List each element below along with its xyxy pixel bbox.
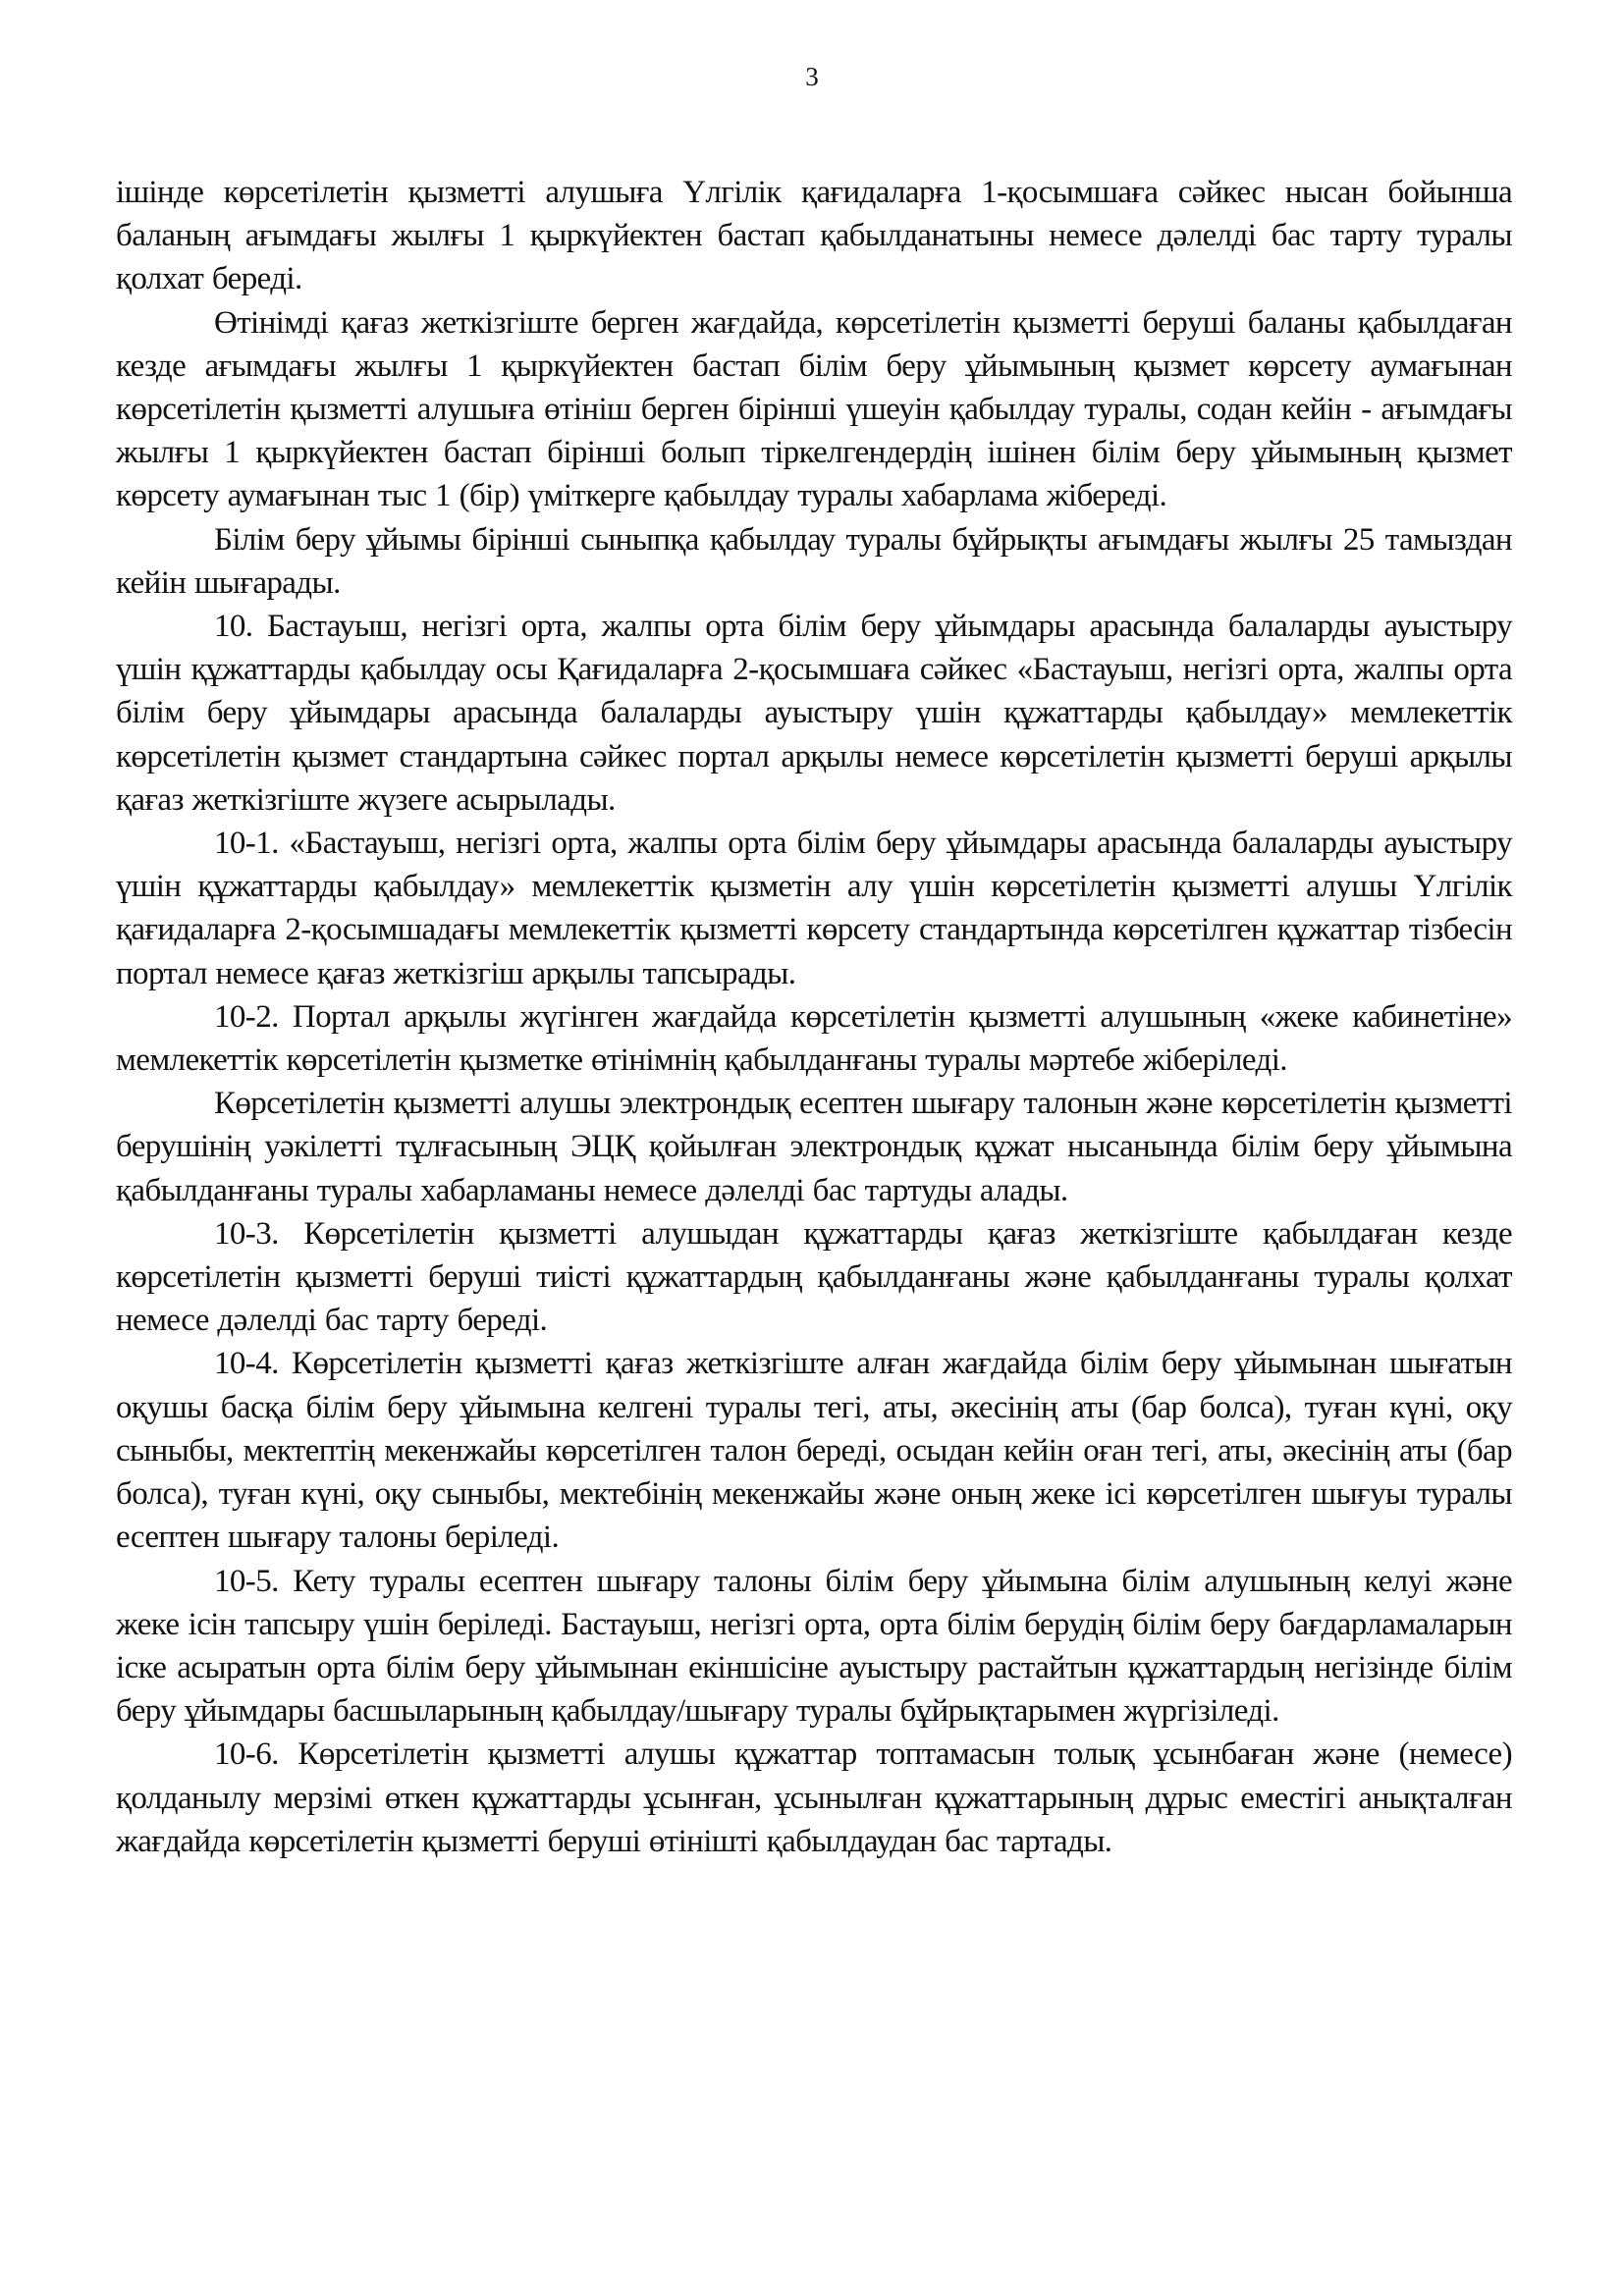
document-body <box>116 171 1512 1863</box>
page-number: 3 <box>805 62 819 91</box>
paragraph-paper-application: Өтінімді қағаз жеткізгіште берген жағдайда, көрсетілетін қызметті беруші баланы қабылдаған кезде ағымдағы жылғы 1 қыркүйектен бастап білім беру ұйымының қызмет көрсету аумағынан көрсетілетін қызметті алушыға өтініш берген бірінші үшеуін қабылдау туралы, содан кейін - ағымдағы жылғы 1 қыркүйектен бастап бірінші болып тіркелгендердің ішінен білім беру ұйымының қызмет көрсету аумағынан тыс 1 (бір) үміткерге қабылдау туралы хабарлама жібереді. <box>116 304 1512 514</box>
paragraph-clause-10-1: 10-1. «Бастауыш, негізгі орта, жалпы орта білім беру ұйымдары арасында балаларды ауыстыру үшін құжаттарды қабылдау» мемлекеттік қызметін алу үшін көрсетілетін қызметті алушы Үлгілік қағидаларға 2-қосымшадағы мемлекеттік қызметті көрсету стандартында көрсетілген құжаттар тізбесін портал немесе қағаз жеткізгіш арқылы тапсырады. <box>116 826 1512 991</box>
paragraph-clause-10-2: 10-2. Портал арқылы жүгінген жағдайда көрсетілетін қызметті алушының «жеке кабинетіне» мемлекеттік көрсетілетін қызметке өтінімнің қабылданғаны туралы мәртебе жіберіледі. <box>116 998 1512 1079</box>
paragraph-clause-10-5: 10-5. Кету туралы есептен шығару талоны білім беру ұйымына білім алушының келуі және жеке ісін тапсыру үшін беріледі. Бастауыш, негізгі орта, орта білім берудің білім беру бағдарламаларын іске асыратын орта білім беру ұйымынан екіншісіне ауыстыру растайтын құжаттардың негізінде білім беру ұйымдары басшыларының қабылдау/шығару туралы бұйрықтарымен жүргізіледі. <box>116 1563 1512 1730</box>
paragraph-admission-order: Білім беру ұйымы бірінші сыныпқа қабылдау туралы бұйрықты ағымдағы жылғы 25 тамыздан кейін шығарады. <box>116 521 1512 601</box>
paragraph-continued: ішінде көрсетілетін қызметті алушыға Үлгілік қағидаларға 1-қосымшаға сәйкес нысан бойынша баланың ағымдағы жылғы 1 қыркүйектен бастап қабылданатыны немесе дәлелді бас тарту туралы қолхат береді. <box>116 175 1512 297</box>
paragraph-clause-10-4: 10-4. Көрсетілетін қызметті қағаз жеткізгіште алған жағдайда білім беру ұйымынан шығатын оқушы басқа білім беру ұйымына келгені туралы тегі, аты, әкесінің аты (бар болса), туған күні, оқу сыныбы, мектептің мекенжайы көрсетілген талон береді, осыдан кейін оған тегі, аты, әкесінің аты (бар болса), туған күні, оқу сыныбы, мектебінің мекенжайы және оның жеке ісі көрсетілген шығуы туралы есептен шығару талоны беріледі. <box>116 1346 1512 1556</box>
paragraph-clause-10-3: 10-3. Көрсетілетін қызметті алушыдан құжаттарды қағаз жеткізгіште қабылдаған кезде көрсетілетін қызметті беруші тиісті құжаттардың қабылданғаны және қабылданғаны туралы қолхат немесе дәлелді бас тарту береді. <box>116 1215 1512 1339</box>
paragraph-clause-10-6: 10-6. Көрсетілетін қызметті алушы құжаттар топтамасын толық ұсынбаған және (немесе) қолданылу мерзімі өткен құжаттарды ұсынған, ұсынылған құжаттарының дұрыс еместігі анықталған жағдайда көрсетілетін қызметті беруші өтінішті қабылдаудан бас тартады. <box>116 1736 1512 1859</box>
paragraph-clause-10: 10. Бастауыш, негізгі орта, жалпы орта білім беру ұйымдары арасында балаларды ауыстыру үшін құжаттарды қабылдау осы Қағидаларға 2-қосымшаға сәйкес «Бастауыш, негізгі орта, жалпы орта білім беру ұйымдары арасында балаларды ауыстыру үшін құжаттарды қабылдау» мемлекеттік көрсетілетін қызмет стандартына сәйкес портал арқылы немесе көрсетілетін қызметті беруші арқылы қағаз жеткізгіште жүзеге асырылады. <box>116 609 1512 818</box>
paragraph-clause-10-2-result: Көрсетілетін қызметті алушы электрондық есептен шығару талонын және көрсетілетін қызметті берушінің уәкілетті тұлғасының ЭЦҚ қойылған электрондық құжат нысанында білім беру ұйымына қабылданғаны туралы хабарламаны немесе дәлелді бас тартуды алады. <box>116 1086 1512 1208</box>
